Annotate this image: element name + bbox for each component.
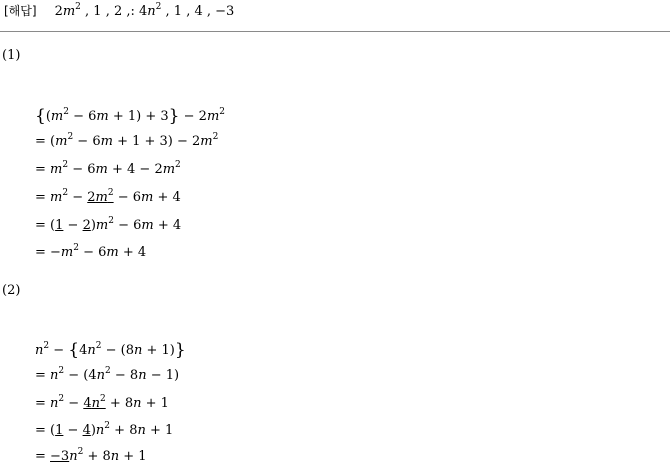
part-2-line-4: = $(1 - 4)n^2 + 8n + 1$ <box>35 421 174 438</box>
answer-line <box>4 2 234 19</box>
answer-tag: [해답] <box>4 4 37 18</box>
part-1-line-5: = $(1 - 2)m^2 - 6m + 4$ <box>35 216 182 233</box>
part-2-line-2: = $n^2 - (4n^2 - 8n - 1)$ <box>35 366 180 383</box>
part-2-line-5: = $-3n^2 + 8n + 1$ <box>35 447 147 464</box>
part-2-line-3: = $n^2 - 4n^2 + 8n + 1$ <box>35 394 169 411</box>
part-1-line-4: = $m^2 - 2m^2 - 6m + 4$ <box>35 188 181 205</box>
part-2-label: (2) <box>2 283 21 298</box>
part-1-line-1: $\{(m^2 - 6m + 1) + 3\} - 2m^2$ <box>35 106 225 126</box>
divider <box>0 31 670 32</box>
part-1-line-3: = $m^2 - 6m + 4 - 2m^2$ <box>35 160 181 177</box>
part-1-line-2: = $(m^2 - 6m + 1 + 3) - 2m^2$ <box>35 132 219 149</box>
answer-text: $2m^2$ , 1 , 2 ,: $4n^2$ , 1 , 4 , −3 <box>54 2 235 19</box>
part-1-label: (1) <box>2 48 21 63</box>
part-1-line-6: = $-m^2 - 6m + 4$ <box>35 243 147 260</box>
part-2-line-1: $n^2 - \{4n^2 - (8n + 1)\}$ <box>35 340 186 360</box>
